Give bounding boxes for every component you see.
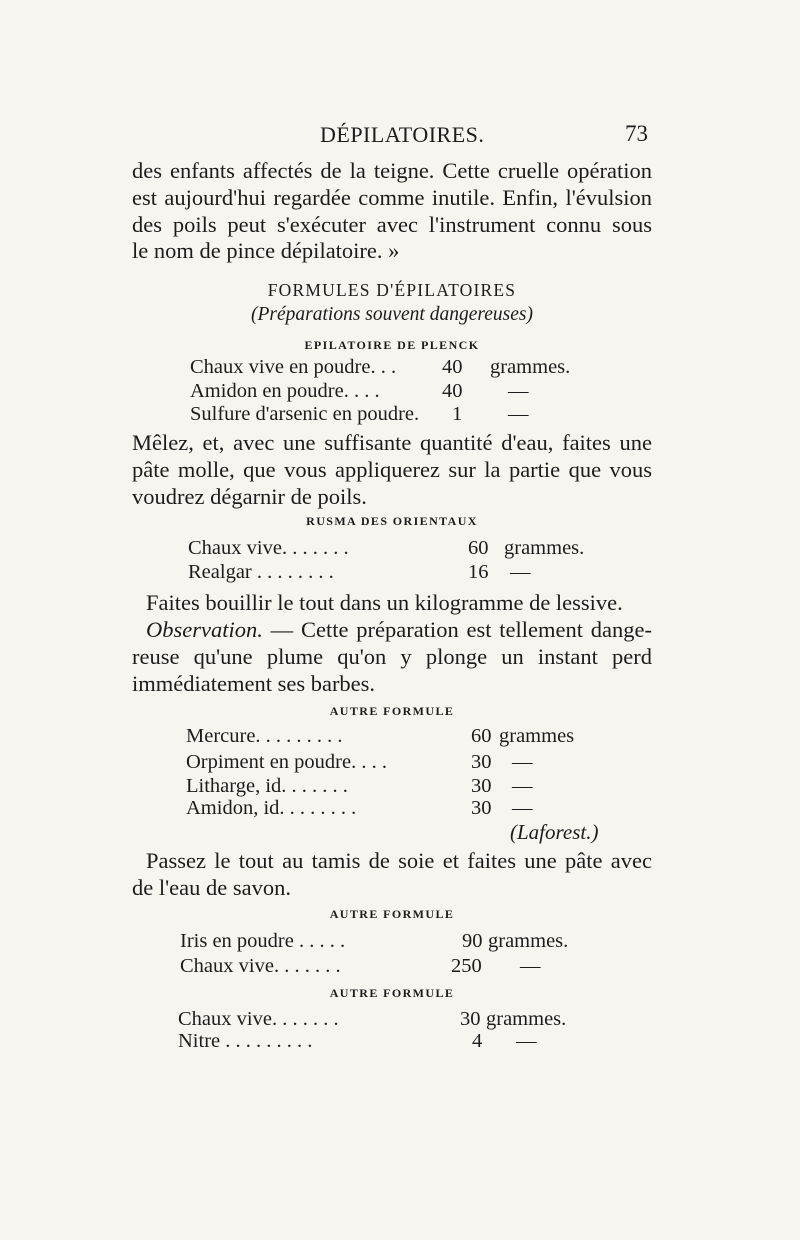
recipe-row [190,356,590,382]
ingredient-name: Chaux vive. . . . . . . [180,955,341,977]
ingredient-name: Amidon en poudre. . . . [190,380,380,402]
ingredient-name: Chaux vive. . . . . . . [178,1008,339,1030]
recipe-row [186,725,606,751]
ingredient-quantity: 250 [451,955,482,977]
ingredient-quantity: 30 [460,1008,481,1030]
recipe-row [188,561,608,587]
ingredient-unit: grammes. [486,1008,567,1030]
ingredient-quantity: 30 [471,775,492,797]
ingredient-name: Chaux vive. . . . . . . [188,537,349,559]
paragraph-line [132,617,652,644]
recipe-row [178,1030,598,1056]
ingredient-name: Realgar . . . . . . . . [188,561,334,583]
section-title: FORMULES D'ÉPILATOIRES [267,280,517,300]
recipe-row [180,955,600,981]
running-title: DÉPILATOIRES. [320,122,485,147]
paragraph-line: le nom de pince dépilatoire. » [132,238,400,264]
recipe-row [190,403,590,429]
paragraph-line: reuse qu'une plume qu'on y plonge un instant perd [132,643,652,669]
ingredient-unit: — [512,797,533,819]
ingredient-unit: grammes. [490,356,571,378]
paragraph-line: Faites bouillir le tout dans un kilogramme de lessive. [146,590,623,615]
recipe-title-rusma: RUSMA DES ORIENTAUX [306,514,478,528]
recipe-row [186,751,606,777]
observation-text: — Cette préparation est tellement dange- [262,617,652,642]
ingredient-name: Litharge, id. . . . . . . [186,775,348,797]
ingredient-name: Amidon, id. . . . . . . . [186,797,357,819]
instructions-plenck [132,430,652,510]
ingredient-name: Chaux vive en poudre. . . [190,356,397,378]
ingredient-name: Nitre . . . . . . . . . [178,1030,313,1052]
recipe-row [180,930,600,956]
paragraph-line: Mêlez, et, avec une suffisante quantité d'eau, faites une [132,430,652,455]
ingredient-quantity: 60 [471,725,492,747]
ingredient-unit: — [516,1030,537,1052]
ingredient-name: Sulfure d'arsenic en poudre. [190,403,420,425]
ingredient-quantity: 40 [442,380,463,402]
ingredient-unit: — [512,775,533,797]
paragraph-line: des poils peut s'exécuter avec l'instrument connu sous [132,211,652,237]
ingredient-quantity: 16 [468,561,489,583]
paragraph-line: des enfants affectés de la teigne. Cette cruelle opération [132,158,652,183]
ingredient-unit: — [508,403,529,425]
ingredient-quantity: 60 [468,537,489,559]
ingredient-quantity: 1 [452,403,463,425]
paragraph-line: de l'eau de savon. [132,874,291,900]
instructions-autre-1 [132,848,652,902]
ingredient-unit: — [512,751,533,773]
intro-paragraph [132,158,652,265]
ingredient-unit: — [508,380,529,402]
recipe-title-autre-1: AUTRE FORMULE [329,704,455,718]
recipe-title-autre-2: AUTRE FORMULE [329,907,455,921]
ingredient-name: Orpiment en poudre. . . . [186,751,387,773]
ingredient-unit: grammes. [488,930,569,952]
ingredient-unit: grammes [499,725,575,747]
ingredient-quantity: 90 [462,930,483,952]
ingredient-quantity: 4 [472,1030,483,1052]
ingredient-name: Iris en poudre . . . . . [180,930,346,952]
paragraph-line: voudrez dégarnir de poils. [132,483,367,509]
ingredient-quantity: 30 [471,751,492,773]
recipe-title-autre-3: AUTRE FORMULE [329,986,455,1000]
observation-paragraph [132,617,652,697]
paragraph-line: est aujourd'hui regardée comme inutile. Enfin, l'évulsion [132,184,652,210]
ingredient-name: Mercure. . . . . . . . . [186,725,343,747]
section-subtitle: (Préparations souvent dangereuses) [251,304,533,325]
recipe-row [188,537,608,563]
ingredient-unit: grammes. [504,537,585,559]
attribution: (Laforest.) [510,820,599,844]
paragraph-line: pâte molle, que vous appliquerez sur la partie que vous [132,456,652,482]
observation-label: Observation. [146,617,263,642]
page-number: 73 [625,121,648,146]
ingredient-unit: — [510,561,531,583]
paragraph-line: Passez le tout au tamis de soie et faites une pâte avec [146,848,652,873]
instructions-rusma [132,590,652,617]
recipe-title-plenck: EPILATOIRE DE PLENCK [304,338,480,352]
ingredient-unit: — [520,955,541,977]
ingredient-quantity: 30 [471,797,492,819]
ingredient-quantity: 40 [442,356,463,378]
paragraph-line: immédiatement ses barbes. [132,670,376,696]
